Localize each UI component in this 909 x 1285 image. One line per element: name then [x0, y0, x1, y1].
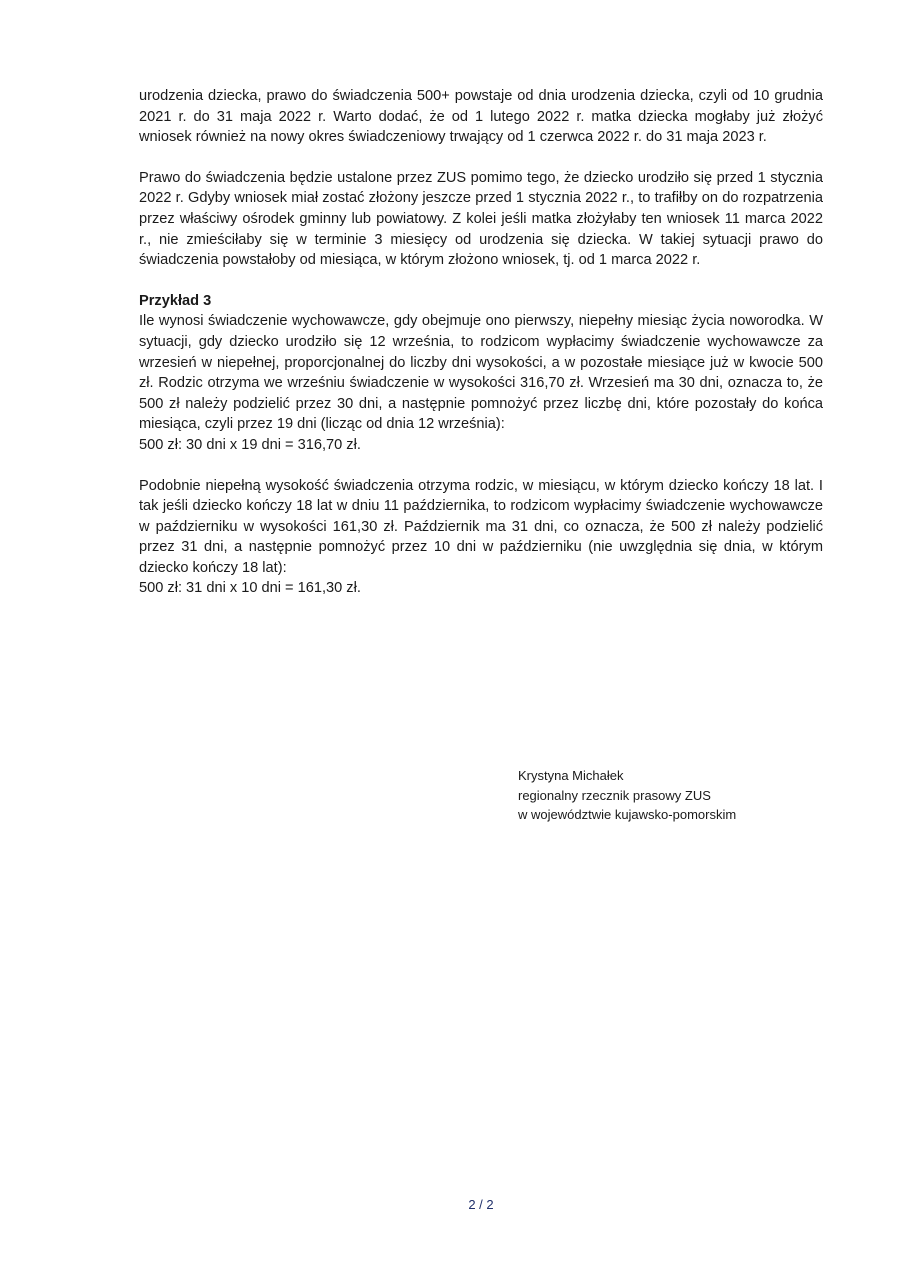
signature-block: [518, 766, 736, 825]
closing-formula: 500 zł: 31 dni x 10 dni = 161,30 zł.: [139, 580, 361, 597]
signature-role: regionalny rzecznik prasowy ZUS: [518, 787, 711, 803]
example-3-formula: 500 zł: 30 dni x 19 dni = 316,70 zł.: [139, 436, 361, 453]
closing-text: Podobnie niepełną wysokość świadczenia otrzyma rodzic, w miesiącu, w którym dziecko kończy 18 lat. I tak jeśli dziecko kończy 18 lat w dniu 11 października, to rodzicom wypłacimy świadczenie wychowawcze w październiku w wysokości 161,30 zł. Październik ma 31 dni, co oznacza, że 500 zł należy podzielić przez 31 dni, a następnie pomnożyć przez 10 dni w październiku (nie uwzględnia się dnia, w którym dziecko kończy 18 lat):: [139, 477, 823, 576]
example-3-text: Ile wynosi świadczenie wychowawcze, gdy obejmuje ono pierwszy, niepełny miesiąc życia noworodka. W sytuacji, gdy dziecko urodziło się 12 września, to rodzicom wypłacimy świadczenie wychowawcze za wrzesień w niepełnej, proporcjonalnej do liczby dni wysokości, a w pozostałe miesiące już w kwocie 500 zł. Rodzic otrzyma we wrześniu świadczenie w wysokości 316,70 zł. Wrzesień ma 30 dni, oznacza to, że 500 zł należy podzielić przez 30 dni, a następnie pomnożyć przez liczbę dni, które pozostały do końca miesiąca, czyli przez 19 dni (licząc od dnia 12 września):: [139, 313, 823, 433]
paragraph-2: Prawo do świadczenia będzie ustalone przez ZUS pomimo tego, że dziecko urodziło się przed 1 stycznia 2022 r. Gdyby wniosek miał zostać złożony jeszcze przed 1 stycznia 2022 r., to trafiłby on do rozpatrzenia przez właściwy ośrodek gminny lub powiatowy. Z kolei jeśli matka złożyłaby ten wniosek 11 marca 2022 r., nie zmieściłaby się w terminie 3 miesięcy od urodzenia się dziecka. W takiej sytuacji prawo do świadczenia powstałoby od miesiąca, w którym złożono wniosek, tj. od 1 marca 2022 r.: [139, 169, 823, 269]
example-3-section: [139, 291, 823, 456]
closing-section: [139, 476, 823, 600]
signature-region: w województwie kujawsko-pomorskim: [518, 807, 737, 822]
signature-name: Krystyna Michałek: [518, 768, 624, 783]
page-number: 2 / 2: [468, 1197, 494, 1212]
example-3-heading: Przykład 3: [139, 292, 212, 309]
document-body: [139, 86, 823, 619]
paragraph-1: urodzenia dziecka, prawo do świadczenia 500+ powstaje od dnia urodzenia dziecka, czyli od 10 grudnia 2021 r. do 31 maja 2022 r. Warto dodać, że od 1 lutego 2022 r. matka dziecka mogłaby już złożyć wniosek również na nowy okres świadczeniowy trwający od 1 czerwca 2022 r. do 31 maja 2023 r.: [139, 88, 823, 146]
